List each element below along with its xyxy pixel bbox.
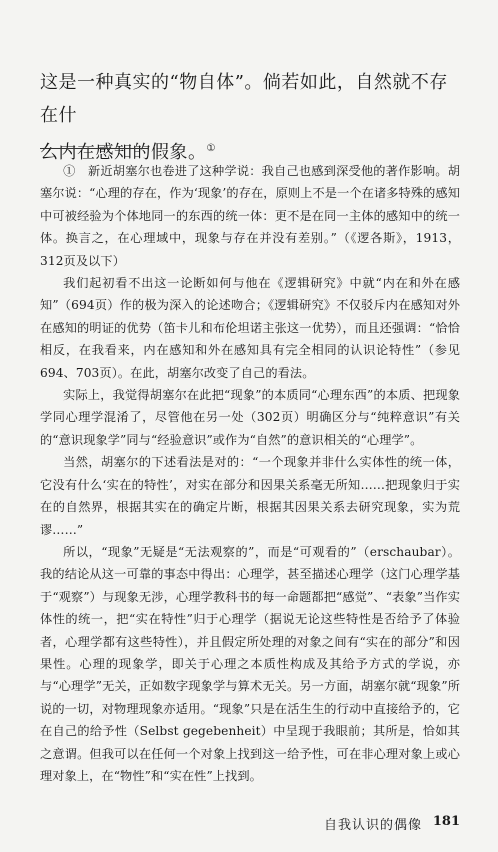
running-title: 自我认识的偶像 <box>323 818 422 833</box>
footnote-paragraph-4: 当然，胡塞尔的下述看法是对的：“一个现象并非什么实体性的统一体，它没有什么‘实在的特性’，对实在部分和因果关系毫无所知……把现象归于实在的自然界，根据其实在的确定片断，根据其因果关系去研究现象，实为荒谬……” <box>40 455 460 537</box>
main-paragraph <box>40 66 465 169</box>
main-line-1: 这是一种真实的“物自体”。倘若如此，自然就不存在什 <box>40 72 448 126</box>
page-number: 181 <box>432 814 460 829</box>
main-line-2: 么内在感知的假象。 <box>40 142 207 163</box>
footnote-block <box>40 160 460 787</box>
footnote-paragraph-1: ① 新近胡塞尔也卷进了这种学说：我自己也感到深受他的著作影响。胡塞尔说：“心理的存在，作为‘现象’的存在，原则上不是一个在诸多特殊的感知中可被经验为个体地同一的东西的统一体：更不是在同一主体的感知中的统一体。换言之，在心理域中，现象与存在并没有差别。”（《逻各斯》，1913，312页及以下） <box>40 164 460 268</box>
footnote-marker: ① <box>206 143 216 154</box>
page-footer <box>0 814 498 832</box>
footnote-paragraph-2: 我们起初看不出这一论断如何与他在《逻辑研究》中就“内在和外在感知”（694页）作的极为深入的论述吻合；《逻辑研究》不仅驳斥内在感知对外在感知的明证的优势（笛卡儿和布伦坦诺主张这一优势），而且还强调：“恰恰相反，在我看来，内在感知和外在感知具有完全相同的认识论特性”（参见694、703页）。在此，胡塞尔改变了自己的看法。 <box>40 276 460 380</box>
footnote-divider <box>40 148 148 149</box>
footnote-paragraph-3: 实际上，我觉得胡塞尔在此把“现象”的本质同“心理东西”的本质、把现象学同心理学混淆了，尽管他在另一处（302页）明确区分与“纯粹意识”有关的“意识现象学”同与“经验意识”或作为“自然”的意识相关的“心理学”。 <box>40 388 460 447</box>
footnote-paragraph-5: 所以，“现象”无疑是“无法观察的”，而是“可观看的”（erschaubar）。我的结论从这一可靠的事态中得出：心理学，甚至描述心理学（这门心理学基于“观察”）与现象无涉，心理学教科书的每一命题都把“感觉”、“表象”当作实体性的统一，把“实在特性”归于心理学（据说无论这些特性是否给予了体验者，心理学都有这些特性），并且假定所处理的对象之间有“实在的部分”和因果性。心理的现象学，即关于心理之本质性构成及其给予方式的学说，亦与“心理学”无关，正如数字现象学与算术无关。另一方面，胡塞尔就“现象”所说的一切，对物理现象亦适用。“现象”只是在活生生的行动中直接给予的，它在自己的给予性（Selbst gegebenheit）中呈现于我眼前；其所是，恰如其之意谓。但我可以在任何一个对象上找到这一给予性，可在非心理对象上或心理对象上，在“物性”和“实在性”上找到。 <box>40 544 460 783</box>
